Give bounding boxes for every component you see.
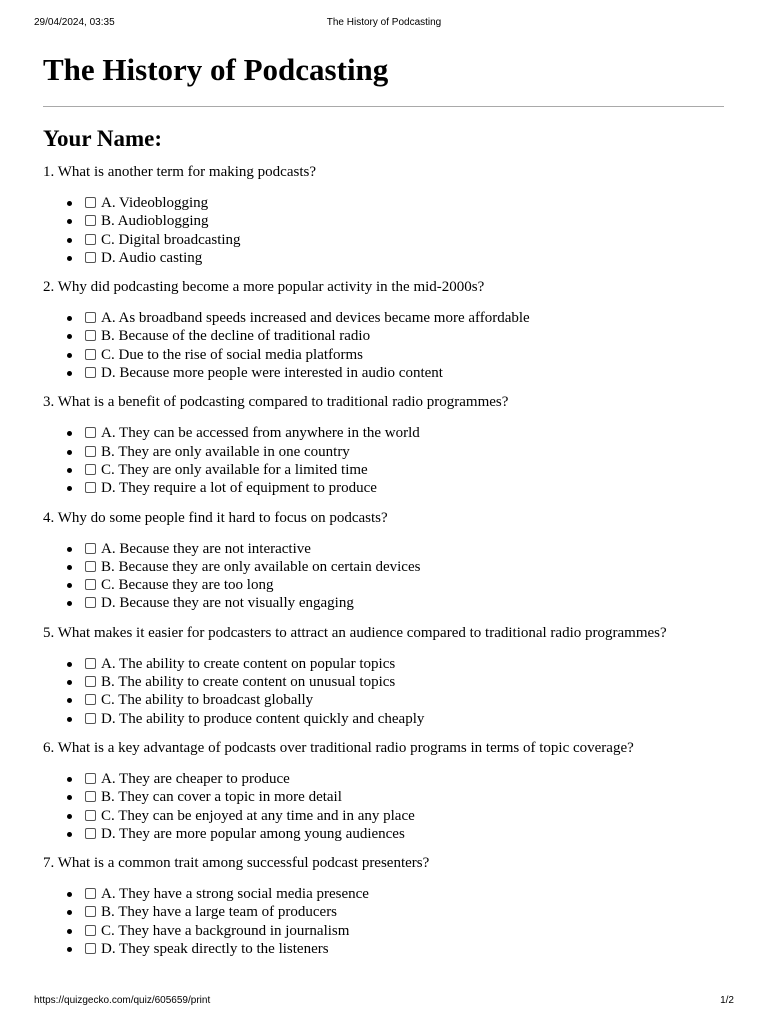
question-text: 6. What is a key advantage of podcasts over traditional radio programs in terms of topic coverage? (43, 739, 634, 756)
print-footer (34, 995, 734, 1007)
option-label: C. They can be enjoyed at any time and in any place (101, 807, 415, 824)
question-text: 5. What makes it easier for podcasters to attract an audience compared to traditional radio programmes? (43, 624, 667, 641)
checkbox[interactable] (85, 810, 96, 821)
option-item (43, 479, 724, 497)
option-label: A. Videoblogging (101, 195, 209, 211)
option-item (43, 770, 724, 788)
checkbox[interactable] (85, 694, 96, 705)
option-item (43, 212, 724, 230)
option-label: A. The ability to create content on popular topics (101, 655, 396, 672)
checkbox[interactable] (85, 427, 96, 438)
page-number: 1/2 (720, 995, 734, 1006)
option-list (43, 194, 724, 267)
checkbox[interactable] (85, 888, 96, 899)
name-label: Your Name: (43, 126, 163, 151)
option-item (43, 327, 724, 345)
option-list (43, 770, 724, 843)
option-label: C. Due to the rise of social media platforms (101, 346, 364, 363)
option-label: D. Because they are not visually engaging (101, 595, 354, 612)
checkbox[interactable] (85, 906, 96, 917)
bullet-icon (67, 547, 72, 552)
option-item (43, 788, 724, 806)
option-item (43, 710, 724, 728)
option-label: A. They are cheaper to produce (101, 770, 290, 787)
option-label: A. They can be accessed from anywhere in the world (101, 425, 420, 442)
print-header (34, 17, 734, 29)
question-text: 3. What is a benefit of podcasting compared to traditional radio programmes? (43, 394, 509, 411)
checkbox[interactable] (85, 464, 96, 475)
option-list (43, 540, 724, 613)
option-item (43, 540, 724, 558)
checkbox[interactable] (85, 597, 96, 608)
bullet-icon (67, 814, 72, 819)
bullet-icon (67, 486, 72, 491)
question-5 (43, 623, 724, 728)
bullet-icon (67, 680, 72, 685)
checkbox[interactable] (85, 312, 96, 323)
option-label: D. They are more popular among young audiences (101, 825, 405, 842)
option-label: A. Because they are not interactive (101, 540, 311, 557)
print-datetime: 29/04/2024, 03:35 (34, 17, 115, 28)
bullet-icon (67, 431, 72, 436)
option-item (43, 691, 724, 709)
option-item (43, 309, 724, 327)
option-list (43, 655, 724, 728)
option-item (43, 231, 724, 249)
checkbox[interactable] (85, 676, 96, 687)
question-list (43, 162, 724, 958)
option-label: C. They are only available for a limited time (101, 461, 368, 478)
option-item (43, 673, 724, 691)
bullet-icon (67, 238, 72, 243)
question-1 (43, 162, 724, 267)
bullet-icon (67, 219, 72, 224)
option-item (43, 885, 724, 903)
checkbox[interactable] (85, 482, 96, 493)
option-item (43, 940, 724, 958)
checkbox[interactable] (85, 543, 96, 554)
option-label: D. They speak directly to the listeners (101, 941, 329, 958)
bullet-icon (67, 832, 72, 837)
option-label: D. Because more people were interested in audio content (101, 365, 443, 382)
option-item (43, 424, 724, 442)
option-item (43, 594, 724, 612)
checkbox[interactable] (85, 579, 96, 590)
bullet-icon (67, 929, 72, 934)
option-label: C. They have a background in journalism (101, 922, 350, 939)
checkbox[interactable] (85, 446, 96, 457)
option-item (43, 443, 724, 461)
option-list (43, 309, 724, 382)
checkbox[interactable] (85, 215, 96, 226)
option-label: C. Because they are too long (101, 577, 274, 594)
checkbox[interactable] (85, 367, 96, 378)
checkbox[interactable] (85, 234, 96, 245)
question-3 (43, 392, 724, 497)
option-item (43, 364, 724, 382)
option-item (43, 346, 724, 364)
bullet-icon (67, 947, 72, 952)
option-list (43, 885, 724, 958)
option-item (43, 558, 724, 576)
option-label: D. They require a lot of equipment to produce (101, 480, 377, 497)
question-text: 1. What is another term for making podcasts? (43, 164, 316, 180)
bullet-icon (67, 698, 72, 703)
option-label: C. Digital broadcasting (101, 231, 241, 248)
option-label: B. They have a large team of producers (101, 904, 338, 921)
option-label: B. Because of the decline of traditional radio (101, 328, 371, 345)
option-item (43, 807, 724, 825)
bullet-icon (67, 583, 72, 588)
question-text: 7. What is a common trait among successful podcast presenters? (43, 855, 430, 872)
checkbox[interactable] (85, 349, 96, 360)
checkbox[interactable] (85, 658, 96, 669)
option-item (43, 922, 724, 940)
print-url: https://quizgecko.com/quiz/605659/print (34, 995, 211, 1006)
option-item (43, 576, 724, 594)
question-4 (43, 508, 724, 613)
question-text: 2. Why did podcasting become a more popular activity in the mid-2000s? (43, 279, 485, 296)
question-6 (43, 738, 724, 843)
bullet-icon (67, 256, 72, 261)
option-label: C. The ability to broadcast globally (101, 692, 314, 709)
bullet-icon (67, 371, 72, 376)
option-label: B. They can cover a topic in more detail (101, 789, 342, 806)
bullet-icon (67, 717, 72, 722)
bullet-icon (67, 662, 72, 667)
checkbox[interactable] (85, 561, 96, 572)
bullet-icon (67, 468, 72, 473)
option-label: B. The ability to create content on unusual topics (101, 674, 396, 691)
bullet-icon (67, 334, 72, 339)
option-label: D. The ability to produce content quickly and cheaply (101, 710, 425, 727)
checkbox[interactable] (85, 197, 96, 208)
checkbox[interactable] (85, 828, 96, 839)
option-label: A. As broadband speeds increased and devices became more affordable (101, 310, 530, 327)
bullet-icon (67, 353, 72, 358)
title-divider (43, 106, 724, 107)
question-text: 4. Why do some people find it hard to focus on podcasts? (43, 509, 388, 526)
option-label: B. Audioblogging (101, 213, 209, 230)
checkbox[interactable] (85, 713, 96, 724)
option-label: D. Audio casting (101, 249, 203, 266)
option-label: A. They have a strong social media presence (101, 886, 369, 903)
checkbox[interactable] (85, 943, 96, 954)
bullet-icon (67, 316, 72, 321)
option-item (43, 461, 724, 479)
bullet-icon (67, 565, 72, 570)
option-label: B. Because they are only available on certain devices (101, 558, 421, 575)
checkbox[interactable] (85, 791, 96, 802)
checkbox[interactable] (85, 330, 96, 341)
option-list (43, 424, 724, 497)
option-item (43, 903, 724, 921)
bullet-icon (67, 892, 72, 897)
option-item (43, 194, 724, 212)
bullet-icon (67, 201, 72, 206)
question-2 (43, 277, 724, 382)
print-header-title: The History of Podcasting (326, 17, 442, 28)
quiz-content (43, 50, 724, 958)
option-label: B. They are only available in one country (101, 443, 350, 460)
checkbox[interactable] (85, 252, 96, 263)
option-item (43, 249, 724, 267)
bullet-icon (67, 450, 72, 455)
option-item (43, 825, 724, 843)
checkbox[interactable] (85, 773, 96, 784)
option-item (43, 655, 724, 673)
checkbox[interactable] (85, 925, 96, 936)
page-title: The History of Podcasting (43, 52, 389, 87)
bullet-icon (67, 777, 72, 782)
bullet-icon (67, 601, 72, 606)
question-7 (43, 853, 724, 958)
bullet-icon (67, 910, 72, 915)
bullet-icon (67, 795, 72, 800)
